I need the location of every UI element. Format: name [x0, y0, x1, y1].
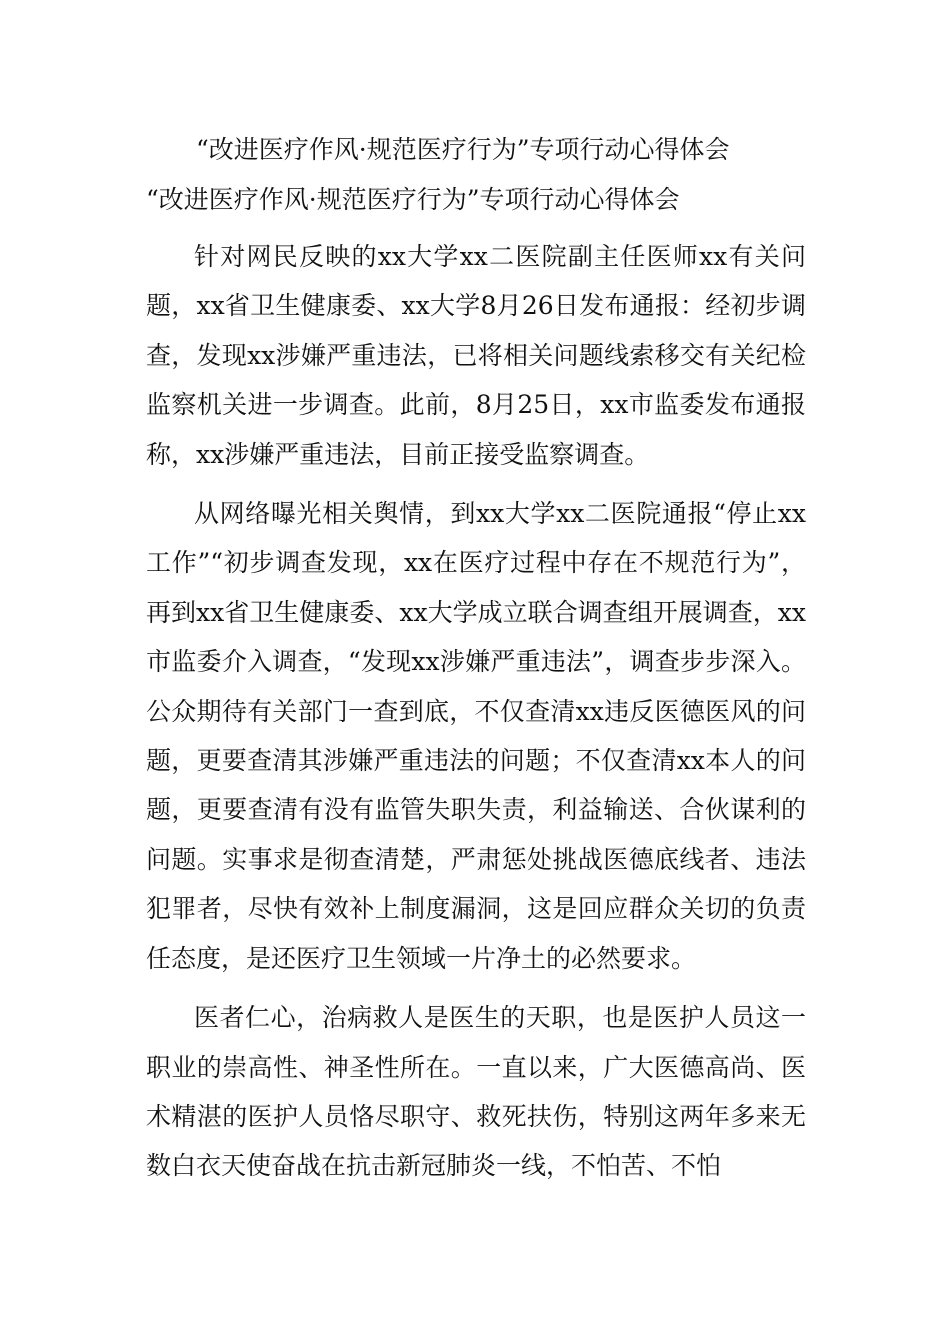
document-body [146, 232, 806, 1191]
paragraph-1: 针对网民反映的xx大学xx二医院副主任医师xx有关问题，xx省卫生健康委、xx大学8月26日发布通报：经初步调查，发现xx涉嫌严重违法，已将相关问题线索移交有关纪检监察机关进一步调查。此前，8月25日，xx市监委发布通报称，xx涉嫌严重违法，目前正接受监察调查。 [146, 242, 806, 469]
paragraph-2: 从网络曝光相关舆情，到xx大学xx二医院通报“停止xx工作”“初步调查发现，xx在医疗过程中存在不规范行为”，再到xx省卫生健康委、xx大学成立联合调查组开展调查，xx市监委介入调查，“发现xx涉嫌严重违法”，调查步步深入。公众期待有关部门一查到底，不仅查清xx违反医德医风的问题，更要查清其涉嫌严重违法的问题；不仅查清xx本人的问题，更要查清有没有监管失职失责，利益输送、合伙谋利的问题。实事求是彻查清楚，严肃惩处挑战医德底线者、违法犯罪者，尽快有效补上制度漏洞，这是回应群众关切的负责任态度，是还医疗卫生领域一片净土的必然要求。 [146, 499, 806, 973]
document-title: “改进医疗作风·规范医疗行为”专项行动心得体会 [196, 135, 730, 164]
paragraph-3: 医者仁心，治病救人是医生的天职，也是医护人员这一职业的崇高性、神圣性所在。一直以来，广大医德高尚、医术精湛的医护人员恪尽职守、救死扶伤，特别这两年多来无数白衣天使奋战在抗击新冠肺炎一线，不怕苦、不怕 [146, 1003, 806, 1181]
document-subtitle: “改进医疗作风·规范医疗行为”专项行动心得体会 [146, 185, 680, 214]
